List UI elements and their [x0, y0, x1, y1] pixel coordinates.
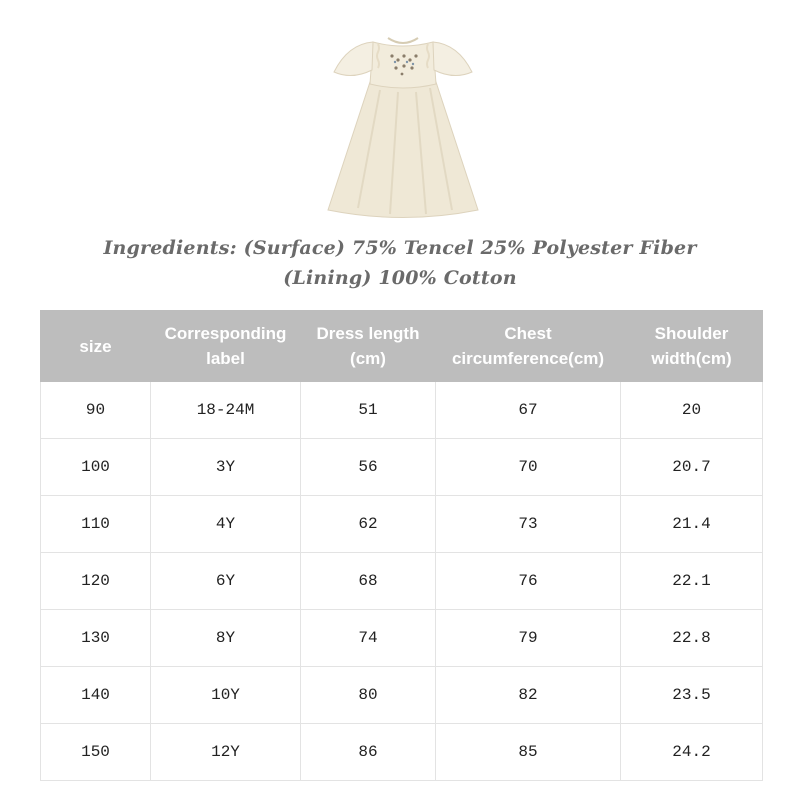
cell-chest: 76 [436, 553, 621, 610]
cell-shoulder: 24.2 [621, 724, 763, 781]
cell-chest: 82 [436, 667, 621, 724]
cell-label: 12Y [151, 724, 301, 781]
cell-chest: 67 [436, 382, 621, 439]
cell-dress-length: 74 [301, 610, 436, 667]
cell-size: 110 [41, 496, 151, 553]
cell-shoulder: 21.4 [621, 496, 763, 553]
cell-chest: 73 [436, 496, 621, 553]
table-row [41, 382, 763, 439]
size-chart-table [40, 310, 763, 781]
cell-label: 18-24M [151, 382, 301, 439]
cell-shoulder: 20 [621, 382, 763, 439]
cell-size: 120 [41, 553, 151, 610]
cell-label: 6Y [151, 553, 301, 610]
cell-label: 10Y [151, 667, 301, 724]
header-chest-circumference: Chest circumference(cm) [436, 311, 621, 382]
cell-dress-length: 68 [301, 553, 436, 610]
table-row [41, 667, 763, 724]
header-dress-length: Dress length (cm) [301, 311, 436, 382]
cell-shoulder: 20.7 [621, 439, 763, 496]
cell-chest: 70 [436, 439, 621, 496]
dress-product-image [318, 20, 488, 220]
table-header-row [41, 311, 763, 382]
cell-shoulder: 22.8 [621, 610, 763, 667]
cell-chest: 79 [436, 610, 621, 667]
cell-label: 3Y [151, 439, 301, 496]
cell-size: 150 [41, 724, 151, 781]
cell-chest: 85 [436, 724, 621, 781]
table-row [41, 724, 763, 781]
header-size: size [41, 311, 151, 382]
cell-size: 90 [41, 382, 151, 439]
cell-label: 4Y [151, 496, 301, 553]
cell-label: 8Y [151, 610, 301, 667]
cell-dress-length: 80 [301, 667, 436, 724]
table-row [41, 439, 763, 496]
table-row [41, 553, 763, 610]
cell-size: 130 [41, 610, 151, 667]
header-corresponding-label: Corresponding label [151, 311, 301, 382]
table-row [41, 610, 763, 667]
cell-size: 100 [41, 439, 151, 496]
cell-dress-length: 51 [301, 382, 436, 439]
cell-shoulder: 22.1 [621, 553, 763, 610]
cell-dress-length: 86 [301, 724, 436, 781]
ingredients-line-1: Ingredients: (Surface) 75% Tencel 25% Polyester Fiber [103, 237, 697, 259]
ingredients-line-2: (Lining) 100% Cotton [283, 267, 517, 289]
cell-dress-length: 56 [301, 439, 436, 496]
table-row [41, 496, 763, 553]
cell-shoulder: 23.5 [621, 667, 763, 724]
cell-dress-length: 62 [301, 496, 436, 553]
cell-size: 140 [41, 667, 151, 724]
header-shoulder-width: Shoulder width(cm) [621, 311, 763, 382]
